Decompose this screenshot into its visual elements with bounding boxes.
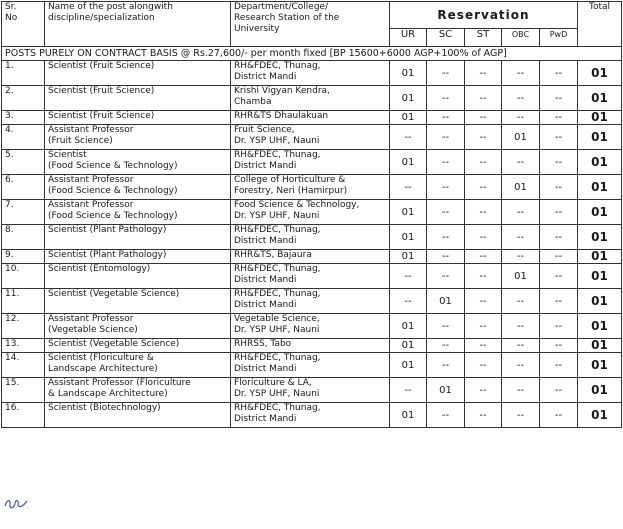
row-department: RHR&TS Dhaulakuan [231,111,390,125]
table-row [2,264,622,289]
row-total: 01 [578,225,622,250]
row-post-name: Scientist (Entomology) [45,264,231,289]
table-row [2,175,622,200]
row-department: College of Horticulture & Forestry, Neri (Hamirpur) [231,175,390,200]
table-row [2,150,622,175]
row-department: Vegetable Science, Dr. YSP UHF, Nauni [231,314,390,339]
row-total: 01 [578,353,622,378]
row-department: Floriculture & LA, Dr. YSP UHF, Nauni [231,378,390,403]
row-obc-count: -- [502,339,540,353]
row-ur-count: 01 [390,61,427,86]
row-sc-count: -- [427,111,465,125]
row-total: 01 [578,339,622,353]
row-st-count: -- [465,289,502,314]
row-pwd-count: -- [540,378,578,403]
row-obc-count: -- [502,403,540,428]
table-row [2,250,622,264]
row-pwd-count: -- [540,86,578,111]
header-total: Total [578,2,622,47]
row-st-count: -- [465,200,502,225]
header-sc: SC [427,29,465,47]
row-ur-count: 01 [390,250,427,264]
row-ur-count: 01 [390,86,427,111]
row-st-count: -- [465,61,502,86]
recruitment-table [1,1,622,428]
row-post-name: Scientist (Plant Pathology) [45,250,231,264]
table-row [2,353,622,378]
table-row [2,125,622,150]
row-pwd-count: -- [540,200,578,225]
row-st-count: -- [465,339,502,353]
row-department: RH&FDEC, Thunag, District Mandi [231,264,390,289]
row-post-name: Scientist (Food Science & Technology) [45,150,231,175]
row-post-name: Scientist (Floriculture & Landscape Architecture) [45,353,231,378]
row-obc-count: -- [502,225,540,250]
row-st-count: -- [465,314,502,339]
row-st-count: -- [465,175,502,200]
row-department: RH&FDEC, Thunag, District Mandi [231,403,390,428]
row-obc-count: 01 [502,125,540,150]
row-department: Krishi Vigyan Kendra, Chamba [231,86,390,111]
row-pwd-count: -- [540,289,578,314]
row-department: RH&FDEC, Thunag, District Mandi [231,289,390,314]
row-post-name: Scientist (Biotechnology) [45,403,231,428]
row-sr-no: 13. [2,339,45,353]
row-total: 01 [578,403,622,428]
row-ur-count: -- [390,378,427,403]
table-row [2,86,622,111]
row-ur-count: -- [390,289,427,314]
row-st-count: -- [465,125,502,150]
row-st-count: -- [465,111,502,125]
row-ur-count: 01 [390,111,427,125]
row-pwd-count: -- [540,175,578,200]
header-st: ST [465,29,502,47]
row-sc-count: -- [427,339,465,353]
row-total: 01 [578,61,622,86]
row-ur-count: 01 [390,403,427,428]
row-pwd-count: -- [540,250,578,264]
row-pwd-count: -- [540,314,578,339]
row-total: 01 [578,86,622,111]
row-pwd-count: -- [540,353,578,378]
row-pwd-count: -- [540,403,578,428]
row-total: 01 [578,378,622,403]
row-ur-count: 01 [390,314,427,339]
row-total: 01 [578,150,622,175]
table-row [2,225,622,250]
row-obc-count: -- [502,150,540,175]
row-total: 01 [578,250,622,264]
contract-basis-banner: POSTS PURELY ON CONTRACT BASIS @ Rs.27,600/- per month fixed [BP 15600+6000 AGP+100% of AGP] [2,47,622,61]
row-sr-no: 6. [2,175,45,200]
row-department: RH&FDEC, Thunag, District Mandi [231,150,390,175]
row-sc-count: -- [427,86,465,111]
row-pwd-count: -- [540,125,578,150]
row-department: RHRSS, Tabo [231,339,390,353]
row-department: RH&FDEC, Thunag, District Mandi [231,353,390,378]
row-st-count: -- [465,264,502,289]
row-ur-count: 01 [390,339,427,353]
row-post-name: Scientist (Vegetable Science) [45,339,231,353]
row-pwd-count: -- [540,225,578,250]
row-post-name: Scientist (Fruit Science) [45,61,231,86]
row-st-count: -- [465,353,502,378]
row-ur-count: 01 [390,200,427,225]
row-pwd-count: -- [540,339,578,353]
row-department: RH&FDEC, Thunag, District Mandi [231,61,390,86]
row-total: 01 [578,314,622,339]
row-sc-count: -- [427,175,465,200]
row-pwd-count: -- [540,150,578,175]
table-row [2,339,622,353]
row-sr-no: 12. [2,314,45,339]
row-obc-count: -- [502,111,540,125]
row-ur-count: 01 [390,225,427,250]
row-post-name: Scientist (Fruit Science) [45,86,231,111]
row-sr-no: 3. [2,111,45,125]
row-sc-count: -- [427,61,465,86]
row-sc-count: -- [427,125,465,150]
row-sc-count: -- [427,403,465,428]
table-row [2,200,622,225]
row-sc-count: -- [427,314,465,339]
row-ur-count: -- [390,125,427,150]
row-sc-count: -- [427,225,465,250]
row-department: RH&FDEC, Thunag, District Mandi [231,225,390,250]
row-sc-count: -- [427,200,465,225]
header-obc: OBC [502,29,540,47]
table-row [2,403,622,428]
signature-mark [3,497,29,511]
table-row [2,111,622,125]
row-post-name: Assistant Professor (Food Science & Technology) [45,175,231,200]
row-total: 01 [578,175,622,200]
table-row [2,378,622,403]
row-pwd-count: -- [540,111,578,125]
row-sr-no: 15. [2,378,45,403]
header-ur: UR [390,29,427,47]
row-total: 01 [578,125,622,150]
row-obc-count: 01 [502,264,540,289]
header-sr-no: Sr. No [2,2,45,47]
row-department: RHR&TS, Bajaura [231,250,390,264]
row-department: Food Science & Technology, Dr. YSP UHF, Nauni [231,200,390,225]
row-obc-count: -- [502,86,540,111]
row-obc-count: -- [502,61,540,86]
row-department: Fruit Science, Dr. YSP UHF, Nauni [231,125,390,150]
row-obc-count: -- [502,250,540,264]
header-reservation: Reservation [390,2,578,29]
row-st-count: -- [465,403,502,428]
table-row [2,314,622,339]
header-department: Department/College/ Research Station of the University [231,2,390,47]
row-sr-no: 10. [2,264,45,289]
row-total: 01 [578,111,622,125]
row-sc-count: -- [427,264,465,289]
row-obc-count: -- [502,289,540,314]
row-sc-count: -- [427,150,465,175]
row-sr-no: 1. [2,61,45,86]
row-sc-count: -- [427,250,465,264]
row-post-name: Assistant Professor (Food Science & Technology) [45,200,231,225]
row-ur-count: -- [390,264,427,289]
row-sr-no: 7. [2,200,45,225]
row-sc-count: 01 [427,378,465,403]
row-st-count: -- [465,86,502,111]
row-ur-count: 01 [390,353,427,378]
row-st-count: -- [465,150,502,175]
row-sr-no: 14. [2,353,45,378]
row-sr-no: 11. [2,289,45,314]
row-sr-no: 9. [2,250,45,264]
row-pwd-count: -- [540,264,578,289]
header-pwd: PwD [540,29,578,47]
row-total: 01 [578,264,622,289]
row-ur-count: 01 [390,150,427,175]
row-sr-no: 16. [2,403,45,428]
row-post-name: Scientist (Fruit Science) [45,111,231,125]
row-post-name: Assistant Professor (Fruit Science) [45,125,231,150]
table-row [2,289,622,314]
row-post-name: Assistant Professor (Floriculture & Landscape Architecture) [45,378,231,403]
row-obc-count: -- [502,353,540,378]
row-total: 01 [578,289,622,314]
row-obc-count: -- [502,200,540,225]
row-post-name: Scientist (Vegetable Science) [45,289,231,314]
row-sc-count: -- [427,353,465,378]
row-sr-no: 4. [2,125,45,150]
row-post-name: Scientist (Plant Pathology) [45,225,231,250]
row-obc-count: -- [502,378,540,403]
row-st-count: -- [465,250,502,264]
row-post-name: Assistant Professor (Vegetable Science) [45,314,231,339]
row-st-count: -- [465,225,502,250]
row-ur-count: -- [390,175,427,200]
row-obc-count: -- [502,314,540,339]
row-pwd-count: -- [540,61,578,86]
row-sr-no: 2. [2,86,45,111]
header-post-name: Name of the post alongwith discipline/specialization [45,2,231,47]
row-total: 01 [578,200,622,225]
row-sr-no: 8. [2,225,45,250]
row-obc-count: 01 [502,175,540,200]
row-sc-count: 01 [427,289,465,314]
table-row [2,61,622,86]
row-st-count: -- [465,378,502,403]
row-sr-no: 5. [2,150,45,175]
